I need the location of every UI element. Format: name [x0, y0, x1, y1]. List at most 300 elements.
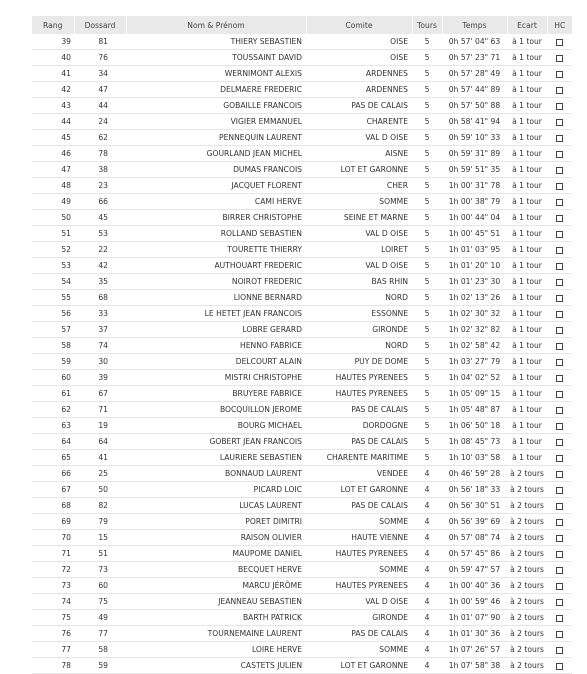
gap-cell: à 1 tour — [507, 402, 547, 418]
laps-cell: 5 — [412, 338, 442, 354]
laps-cell: 5 — [412, 354, 442, 370]
committee-cell: VAL D OISE — [306, 594, 412, 610]
table-row — [32, 530, 572, 546]
name-cell: JEANNEAU SEBASTIEN — [126, 594, 306, 610]
gap-cell: à 2 tours — [507, 530, 547, 546]
bib-cell: 74 — [74, 338, 126, 354]
checkbox-icon[interactable] — [556, 439, 563, 446]
gap-cell: à 2 tours — [507, 658, 547, 674]
gap-cell: à 2 tours — [507, 514, 547, 530]
gap-cell: à 1 tour — [507, 146, 547, 162]
name-cell: GOBERT JEAN FRANCOIS — [126, 434, 306, 450]
rank-cell: 49 — [32, 194, 74, 210]
hc-cell — [547, 210, 572, 226]
bib-cell: 71 — [74, 402, 126, 418]
gap-cell: à 1 tour — [507, 450, 547, 466]
checkbox-icon[interactable] — [556, 327, 563, 334]
bib-cell: 24 — [74, 114, 126, 130]
gap-cell: à 1 tour — [507, 210, 547, 226]
bib-cell: 78 — [74, 146, 126, 162]
name-cell: PICARD LOIC — [126, 482, 306, 498]
table-row — [32, 498, 572, 514]
table-row — [32, 242, 572, 258]
committee-cell: DORDOGNE — [306, 418, 412, 434]
laps-cell: 4 — [412, 578, 442, 594]
checkbox-icon[interactable] — [556, 343, 563, 350]
laps-cell: 4 — [412, 530, 442, 546]
laps-cell: 4 — [412, 562, 442, 578]
gap-cell: à 1 tour — [507, 162, 547, 178]
hc-cell — [547, 402, 572, 418]
checkbox-icon[interactable] — [556, 71, 563, 78]
name-cell: LOIRE HERVE — [126, 642, 306, 658]
table-row — [32, 514, 572, 530]
name-cell: MAUPOME DANIEL — [126, 546, 306, 562]
bib-cell: 34 — [74, 66, 126, 82]
table-row — [32, 434, 572, 450]
hc-cell — [547, 290, 572, 306]
name-cell: MISTRI CHRISTOPHE — [126, 370, 306, 386]
bib-cell: 77 — [74, 626, 126, 642]
table-row — [32, 402, 572, 418]
checkbox-icon[interactable] — [556, 391, 563, 398]
hc-cell — [547, 162, 572, 178]
laps-cell: 4 — [412, 482, 442, 498]
bib-cell: 81 — [74, 34, 126, 50]
gap-cell: à 1 tour — [507, 386, 547, 402]
checkbox-icon[interactable] — [556, 39, 563, 46]
laps-cell: 5 — [412, 274, 442, 290]
laps-cell: 4 — [412, 546, 442, 562]
hc-cell — [547, 114, 572, 130]
time-cell: 0h 58' 41" 94 — [442, 114, 507, 130]
time-cell: 1h 07' 26" 57 — [442, 642, 507, 658]
table-row — [32, 354, 572, 370]
name-cell: BONNAUD LAURENT — [126, 466, 306, 482]
gap-cell: à 1 tour — [507, 354, 547, 370]
committee-cell: HAUTES PYRENEES — [306, 386, 412, 402]
checkbox-icon[interactable] — [556, 199, 563, 206]
time-cell: 0h 59' 31" 89 — [442, 146, 507, 162]
committee-cell: HAUTE VIENNE — [306, 530, 412, 546]
laps-cell: 5 — [412, 210, 442, 226]
time-cell: 1h 02' 30" 32 — [442, 306, 507, 322]
checkbox-icon[interactable] — [556, 407, 563, 414]
rank-cell: 44 — [32, 114, 74, 130]
bib-cell: 19 — [74, 418, 126, 434]
rank-cell: 48 — [32, 178, 74, 194]
committee-cell: VAL D OISE — [306, 258, 412, 274]
bib-cell: 50 — [74, 482, 126, 498]
time-cell: 1h 01' 23" 30 — [442, 274, 507, 290]
time-cell: 1h 02' 58" 42 — [442, 338, 507, 354]
hc-cell — [547, 626, 572, 642]
gap-cell: à 1 tour — [507, 322, 547, 338]
name-cell: DELCOURT ALAIN — [126, 354, 306, 370]
table-row — [32, 178, 572, 194]
checkbox-icon[interactable] — [556, 87, 563, 94]
name-cell: DELMAERE FREDERIC — [126, 82, 306, 98]
laps-cell: 4 — [412, 498, 442, 514]
committee-cell: LOT ET GARONNE — [306, 658, 412, 674]
column-header-hc: HC — [547, 16, 572, 34]
gap-cell: à 1 tour — [507, 418, 547, 434]
checkbox-icon[interactable] — [556, 55, 563, 62]
column-header-nom: Nom & Prénom — [126, 16, 306, 34]
table-row — [32, 322, 572, 338]
table-row — [32, 274, 572, 290]
bib-cell: 23 — [74, 178, 126, 194]
laps-cell: 4 — [412, 642, 442, 658]
checkbox-icon[interactable] — [556, 487, 563, 494]
rank-cell: 61 — [32, 386, 74, 402]
committee-cell: NORD — [306, 338, 412, 354]
checkbox-icon[interactable] — [556, 599, 563, 606]
name-cell: BARTH PATRICK — [126, 610, 306, 626]
committee-cell: CHARENTE MARITIME — [306, 450, 412, 466]
rank-cell: 54 — [32, 274, 74, 290]
committee-cell: SOMME — [306, 642, 412, 658]
bib-cell: 41 — [74, 450, 126, 466]
time-cell: 1h 06' 50" 18 — [442, 418, 507, 434]
gap-cell: à 2 tours — [507, 610, 547, 626]
checkbox-icon[interactable] — [556, 311, 563, 318]
checkbox-icon[interactable] — [556, 567, 563, 574]
gap-cell: à 1 tour — [507, 194, 547, 210]
table-row — [32, 418, 572, 434]
rank-cell: 62 — [32, 402, 74, 418]
column-header-temps: Temps — [442, 16, 507, 34]
hc-cell — [547, 322, 572, 338]
committee-cell: AISNE — [306, 146, 412, 162]
hc-cell — [547, 178, 572, 194]
committee-cell: SEINE ET MARNE — [306, 210, 412, 226]
bib-cell: 38 — [74, 162, 126, 178]
checkbox-icon[interactable] — [556, 631, 563, 638]
bib-cell: 59 — [74, 658, 126, 674]
laps-cell: 5 — [412, 114, 442, 130]
table-row — [32, 194, 572, 210]
gap-cell: à 2 tours — [507, 642, 547, 658]
checkbox-icon[interactable] — [556, 615, 563, 622]
laps-cell: 5 — [412, 146, 442, 162]
table-row — [32, 450, 572, 466]
name-cell: LAURIERE SEBASTIEN — [126, 450, 306, 466]
time-cell: 1h 00' 59" 46 — [442, 594, 507, 610]
name-cell: LOBRE GERARD — [126, 322, 306, 338]
table-row — [32, 370, 572, 386]
bib-cell: 66 — [74, 194, 126, 210]
column-header-ecart: Ecart — [507, 16, 547, 34]
time-cell: 0h 56' 30" 51 — [442, 498, 507, 514]
checkbox-icon[interactable] — [556, 551, 563, 558]
committee-cell: ARDENNES — [306, 82, 412, 98]
bib-cell: 44 — [74, 98, 126, 114]
gap-cell: à 1 tour — [507, 290, 547, 306]
laps-cell: 5 — [412, 242, 442, 258]
bib-cell: 64 — [74, 434, 126, 450]
rank-cell: 58 — [32, 338, 74, 354]
committee-cell: PUY DE DOME — [306, 354, 412, 370]
checkbox-icon[interactable] — [556, 375, 563, 382]
hc-cell — [547, 306, 572, 322]
time-cell: 1h 07' 58" 38 — [442, 658, 507, 674]
hc-cell — [547, 418, 572, 434]
time-cell: 1h 00' 40" 36 — [442, 578, 507, 594]
name-cell: LUCAS LAURENT — [126, 498, 306, 514]
name-cell: JACQUET FLORENT — [126, 178, 306, 194]
committee-cell: OISE — [306, 34, 412, 50]
time-cell: 1h 01' 07" 90 — [442, 610, 507, 626]
gap-cell: à 1 tour — [507, 338, 547, 354]
table-row — [32, 226, 572, 242]
table-row — [32, 546, 572, 562]
laps-cell: 5 — [412, 258, 442, 274]
table-row — [32, 50, 572, 66]
time-cell: 1h 08' 45" 73 — [442, 434, 507, 450]
time-cell: 0h 56' 18" 33 — [442, 482, 507, 498]
gap-cell: à 1 tour — [507, 50, 547, 66]
table-row — [32, 658, 572, 674]
hc-cell — [547, 338, 572, 354]
laps-cell: 5 — [412, 418, 442, 434]
rank-cell: 47 — [32, 162, 74, 178]
name-cell: ROLLAND SEBASTIEN — [126, 226, 306, 242]
bib-cell: 68 — [74, 290, 126, 306]
name-cell: HENNO FABRICE — [126, 338, 306, 354]
name-cell: VIGIER EMMANUEL — [126, 114, 306, 130]
laps-cell: 5 — [412, 50, 442, 66]
checkbox-icon[interactable] — [556, 135, 563, 142]
name-cell: CAMI HERVE — [126, 194, 306, 210]
checkbox-icon[interactable] — [556, 279, 563, 286]
gap-cell: à 1 tour — [507, 82, 547, 98]
committee-cell: NORD — [306, 290, 412, 306]
checkbox-icon[interactable] — [556, 295, 563, 302]
hc-cell — [547, 66, 572, 82]
bib-cell: 37 — [74, 322, 126, 338]
name-cell: RAISON OLIVIER — [126, 530, 306, 546]
committee-cell: OISE — [306, 50, 412, 66]
name-cell: GOBAILLE FRANCOIS — [126, 98, 306, 114]
gap-cell: à 2 tours — [507, 466, 547, 482]
checkbox-icon[interactable] — [556, 503, 563, 510]
time-cell: 1h 00' 45" 51 — [442, 226, 507, 242]
laps-cell: 5 — [412, 306, 442, 322]
bib-cell: 47 — [74, 82, 126, 98]
committee-cell: PAS DE CALAIS — [306, 498, 412, 514]
checkbox-icon[interactable] — [556, 455, 563, 462]
checkbox-icon[interactable] — [556, 519, 563, 526]
gap-cell: à 1 tour — [507, 258, 547, 274]
committee-cell: VAL D OISE — [306, 226, 412, 242]
table-row — [32, 642, 572, 658]
checkbox-icon[interactable] — [556, 359, 563, 366]
table-row — [32, 338, 572, 354]
checkbox-icon[interactable] — [556, 247, 563, 254]
bib-cell: 35 — [74, 274, 126, 290]
name-cell: BRUYERE FABRICE — [126, 386, 306, 402]
name-cell: PENNEQUIN LAURENT — [126, 130, 306, 146]
gap-cell: à 1 tour — [507, 34, 547, 50]
committee-cell: GIRONDE — [306, 322, 412, 338]
time-cell: 0h 59' 10" 33 — [442, 130, 507, 146]
name-cell: LE HETET JEAN FRANCOIS — [126, 306, 306, 322]
gap-cell: à 2 tours — [507, 594, 547, 610]
committee-cell: VAL D OISE — [306, 130, 412, 146]
column-header-rang: Rang — [32, 16, 74, 34]
bib-cell: 73 — [74, 562, 126, 578]
hc-cell — [547, 482, 572, 498]
checkbox-icon[interactable] — [556, 215, 563, 222]
time-cell: 0h 46' 59" 28 — [442, 466, 507, 482]
hc-cell — [547, 386, 572, 402]
checkbox-icon[interactable] — [556, 663, 563, 670]
hc-cell — [547, 514, 572, 530]
time-cell: 1h 01' 30" 36 — [442, 626, 507, 642]
rank-cell: 51 — [32, 226, 74, 242]
table-row — [32, 130, 572, 146]
gap-cell: à 2 tours — [507, 498, 547, 514]
time-cell: 1h 05' 48" 87 — [442, 402, 507, 418]
rank-cell: 46 — [32, 146, 74, 162]
time-cell: 0h 56' 39" 69 — [442, 514, 507, 530]
rank-cell: 41 — [32, 66, 74, 82]
laps-cell: 5 — [412, 370, 442, 386]
name-cell: DUMAS FRANCOIS — [126, 162, 306, 178]
checkbox-icon[interactable] — [556, 183, 563, 190]
hc-cell — [547, 194, 572, 210]
name-cell: TOUSSAINT DAVID — [126, 50, 306, 66]
name-cell: TOURNEMAINE LAURENT — [126, 626, 306, 642]
table-row — [32, 594, 572, 610]
hc-cell — [547, 98, 572, 114]
committee-cell: GIRONDE — [306, 610, 412, 626]
time-cell: 1h 00' 44" 04 — [442, 210, 507, 226]
checkbox-icon[interactable] — [556, 535, 563, 542]
checkbox-icon[interactable] — [556, 471, 563, 478]
table-row — [32, 114, 572, 130]
hc-cell — [547, 370, 572, 386]
hc-cell — [547, 658, 572, 674]
committee-cell: SOMME — [306, 194, 412, 210]
table-row — [32, 98, 572, 114]
laps-cell: 5 — [412, 98, 442, 114]
time-cell: 1h 00' 38" 79 — [442, 194, 507, 210]
table-row — [32, 626, 572, 642]
name-cell: BOURG MICHAEL — [126, 418, 306, 434]
hc-cell — [547, 130, 572, 146]
rank-cell: 71 — [32, 546, 74, 562]
rank-cell: 75 — [32, 610, 74, 626]
bib-cell: 51 — [74, 546, 126, 562]
committee-cell: SOMME — [306, 514, 412, 530]
checkbox-icon[interactable] — [556, 647, 563, 654]
rank-cell: 45 — [32, 130, 74, 146]
table-row — [32, 562, 572, 578]
bib-cell: 49 — [74, 610, 126, 626]
table-row — [32, 306, 572, 322]
name-cell: LIONNE BERNARD — [126, 290, 306, 306]
rank-cell: 70 — [32, 530, 74, 546]
hc-cell — [547, 610, 572, 626]
laps-cell: 5 — [412, 130, 442, 146]
gap-cell: à 2 tours — [507, 626, 547, 642]
checkbox-icon[interactable] — [556, 103, 563, 110]
laps-cell: 4 — [412, 658, 442, 674]
bib-cell: 42 — [74, 258, 126, 274]
rank-cell: 67 — [32, 482, 74, 498]
rank-cell: 53 — [32, 258, 74, 274]
laps-cell: 5 — [412, 66, 442, 82]
table-header-row — [32, 16, 572, 34]
committee-cell: LOIRET — [306, 242, 412, 258]
hc-cell — [547, 642, 572, 658]
table-row — [32, 386, 572, 402]
rank-cell: 43 — [32, 98, 74, 114]
bib-cell: 45 — [74, 210, 126, 226]
bib-cell: 53 — [74, 226, 126, 242]
committee-cell: ESSONNE — [306, 306, 412, 322]
checkbox-icon[interactable] — [556, 231, 563, 238]
gap-cell: à 1 tour — [507, 226, 547, 242]
time-cell: 1h 03' 27" 79 — [442, 354, 507, 370]
gap-cell: à 1 tour — [507, 434, 547, 450]
time-cell: 0h 57' 50" 88 — [442, 98, 507, 114]
gap-cell: à 1 tour — [507, 274, 547, 290]
time-cell: 1h 02' 32" 82 — [442, 322, 507, 338]
laps-cell: 5 — [412, 162, 442, 178]
checkbox-icon[interactable] — [556, 119, 563, 126]
gap-cell: à 1 tour — [507, 306, 547, 322]
rank-cell: 56 — [32, 306, 74, 322]
laps-cell: 4 — [412, 514, 442, 530]
laps-cell: 4 — [412, 610, 442, 626]
laps-cell: 5 — [412, 450, 442, 466]
checkbox-icon[interactable] — [556, 167, 563, 174]
hc-cell — [547, 258, 572, 274]
committee-cell: LOT ET GARONNE — [306, 482, 412, 498]
bib-cell: 60 — [74, 578, 126, 594]
committee-cell: PAS DE CALAIS — [306, 626, 412, 642]
rank-cell: 78 — [32, 658, 74, 674]
bib-cell: 25 — [74, 466, 126, 482]
time-cell: 0h 59' 47" 57 — [442, 562, 507, 578]
checkbox-icon[interactable] — [556, 151, 563, 158]
rank-cell: 69 — [32, 514, 74, 530]
time-cell: 0h 57' 44" 89 — [442, 82, 507, 98]
time-cell: 1h 10' 03" 58 — [442, 450, 507, 466]
committee-cell: CHER — [306, 178, 412, 194]
rank-cell: 64 — [32, 434, 74, 450]
checkbox-icon[interactable] — [556, 423, 563, 430]
hc-cell — [547, 242, 572, 258]
table-row — [32, 146, 572, 162]
time-cell: 1h 01' 03" 95 — [442, 242, 507, 258]
rank-cell: 55 — [32, 290, 74, 306]
time-cell: 0h 59' 51" 35 — [442, 162, 507, 178]
bib-cell: 75 — [74, 594, 126, 610]
checkbox-icon[interactable] — [556, 263, 563, 270]
laps-cell: 5 — [412, 386, 442, 402]
hc-cell — [547, 546, 572, 562]
checkbox-icon[interactable] — [556, 583, 563, 590]
committee-cell: HAUTES PYRENEES — [306, 546, 412, 562]
gap-cell: à 2 tours — [507, 562, 547, 578]
table-row — [32, 162, 572, 178]
column-header-tours: Tours — [412, 16, 442, 34]
time-cell: 0h 57' 28" 49 — [442, 66, 507, 82]
